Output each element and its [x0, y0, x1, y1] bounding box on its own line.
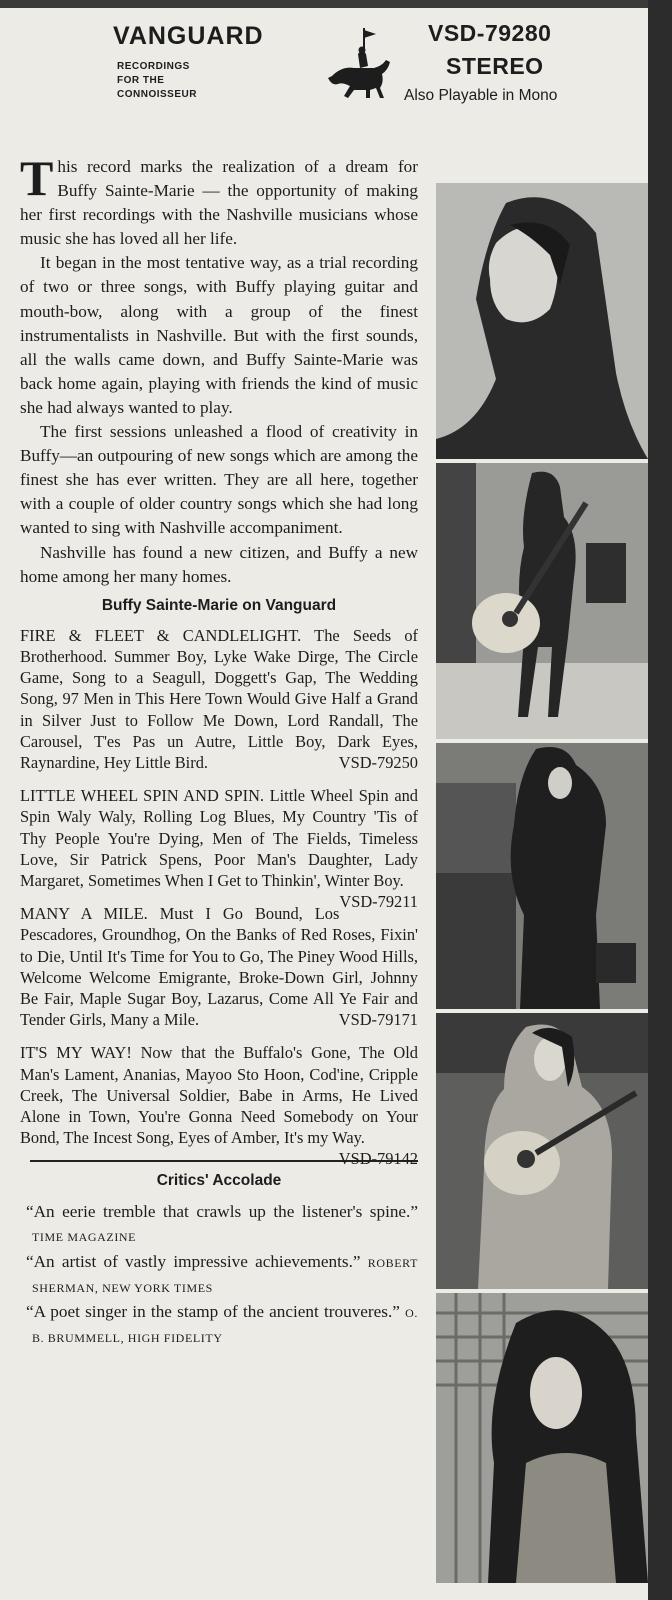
photo-guitar-standing: [436, 463, 648, 739]
discography-list: [20, 625, 418, 1169]
album-entry: [20, 785, 418, 912]
album-catalog: VSD-79142: [338, 1149, 418, 1169]
album-text: LITTLE WHEEL SPIN AND SPIN. Little Wheel Spin and Spin Waly Waly, Rolling Log Blues, My Country 'Tis of Thy People You're Dying, Men of The Fields, Timeless Love, Sir Patrick Spens, Poor Man's Daughter, Lady Margaret, Sometimes When I Get to Thinkin', Winter Boy.: [20, 786, 418, 890]
photo-profile: [436, 183, 648, 459]
liner-paragraph: It began in the most tentative way, as a trial recording of two or three songs, with Buffy playing guitar and mouth-bow, along with a group of the finest instrumentalists in Nashville. But with the first sounds, all the walls came down, and Buffy Sainte-Marie was back home again, playing with friends the kind of music she had always wanted to play.: [20, 253, 418, 417]
intro-rest: dream for Buffy Sainte-Marie — the opportunity of making her first recordings with the Nashville musicians whose music she has loved all her life.: [20, 157, 418, 249]
quote-text: “An eerie tremble that crawls up the listener's spine.”: [26, 1202, 418, 1222]
brand-tagline: [117, 60, 197, 102]
liner-paragraph: Nashville has found a new citizen, and Buffy a new home among her many homes.: [20, 542, 418, 586]
tagline-line: FOR THE: [117, 75, 165, 86]
album-entry: [20, 1042, 418, 1169]
quote-text: “An artist of vastly impressive achievements.”: [26, 1251, 361, 1271]
quote-source: O. B. BRUMMELL, HIGH FIDELITY: [32, 1305, 418, 1345]
liner-notes-column: [20, 150, 418, 1350]
discography-heading: Buffy Sainte-Marie on Vanguard: [101, 596, 337, 614]
quote-source: ROBERT SHERMAN, NEW YORK TIMES: [32, 1255, 418, 1295]
brand-name: VANGUARD: [113, 22, 264, 50]
horse-rider-icon: [326, 26, 392, 106]
quote-text: “A poet singer in the stamp of the ancient trouveres.”: [26, 1301, 400, 1321]
album-text: FIRE & FLEET & CANDLELIGHT. The Seeds of Brotherhood. Summer Boy, Lyke Wake Dirge, The Circle Game, Song to a Seagull, Doggett's Gap, The Wedding Song, 97 Men in This Here Town Would Give Half a Grand in Silver Just to Follow Me Down, Lord Randall, The Carousel, T'es Pas un Autre, Little Boy, Dark Eyes, Raynardine, Hey Little Bird.: [20, 625, 418, 772]
intro-first-line: his record marks the realization of a: [57, 157, 336, 176]
tagline-line: CONNOISSEUR: [117, 89, 197, 100]
photo-portrait: [436, 1293, 648, 1583]
catalog-number: VSD-79280: [428, 20, 552, 46]
album-catalog: VSD-79171: [338, 1010, 418, 1030]
album-entry: [20, 903, 418, 1030]
album-text: MANY A MILE. Must I Go Bound, Los Pescadores, Groundhog, On the Banks of Red Roses, Fixin' to Die, Until It's Time for You to Go, The Piney Wood Hills, Welcome Welcome Emigrante, Broke-Down Girl, Johnny Be Fair, Maple Sugar Boy, Lazarus, Come All Ye Fair and Tender Girls, Many a Mile.: [20, 904, 418, 1030]
photo-guitar-smiling: [436, 1013, 648, 1289]
critics-heading: Critics' Accolade: [156, 1172, 282, 1190]
album-catalog: VSD-79250: [338, 752, 418, 772]
album-text: IT'S MY WAY! Now that the Buffalo's Gone, The Old Man's Lament, Ananias, Mayoo Sto Hoon, Cod'ine, Cripple Creek, The Universal Soldier, Babe in Arms, He Lived Alone in Town, You're Gonna Need Somebody on Your Bond, The Incest Song, Eyes of Amber, It's my Way.: [20, 1043, 418, 1148]
critic-quote: [20, 1250, 418, 1300]
tagline-line: RECORDINGS: [117, 61, 190, 72]
photo-studio: [436, 743, 648, 1009]
mono-note: Also Playable in Mono: [404, 87, 558, 104]
quote-source: TIME MAGAZINE: [32, 1230, 137, 1245]
album-entry: [20, 625, 418, 773]
drop-cap: T: [20, 150, 54, 206]
format-label: STEREO: [446, 53, 544, 79]
photo-strip: [436, 183, 648, 1587]
top-edge: [0, 0, 648, 8]
critic-quote: [20, 1300, 418, 1350]
liner-paragraph: The first sessions unleashed a flood of creativity in Buffy—an outpouring of new songs which are among the finest she has ever written. They are all here, together with a couple of older country songs which she had long wanted to sing with Nashville accompaniment.: [20, 422, 418, 538]
intro-paragraph: [20, 150, 418, 251]
album-catalog: VSD-79211: [339, 892, 418, 912]
critic-quote: [20, 1200, 418, 1249]
